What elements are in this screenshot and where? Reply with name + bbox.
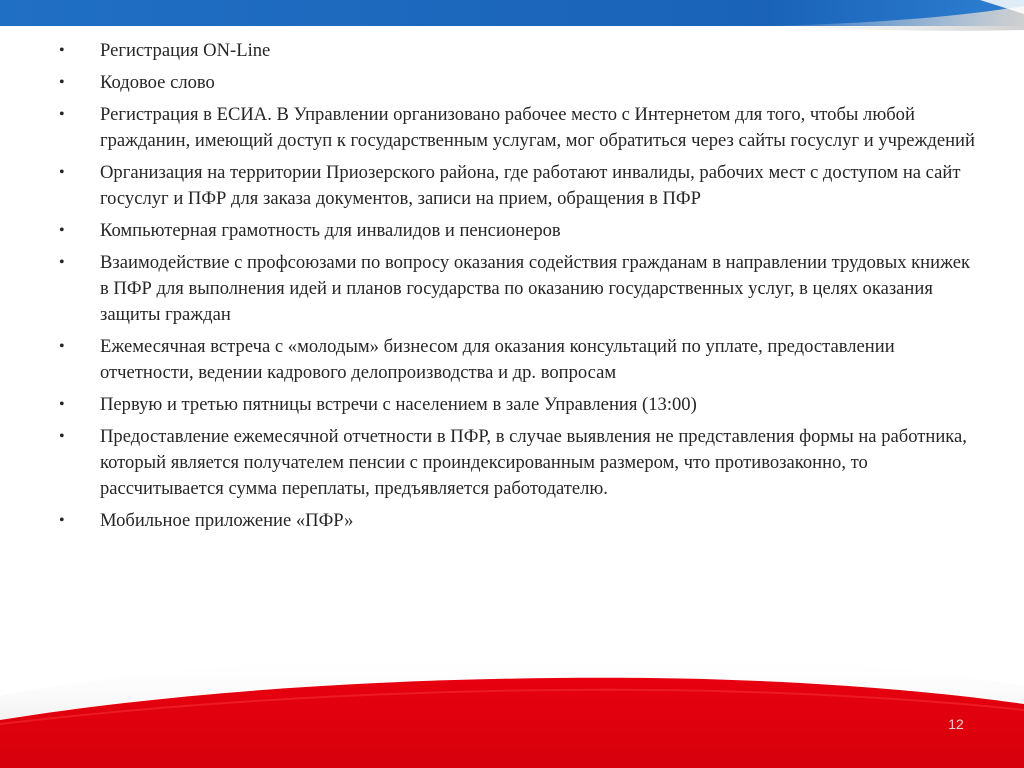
list-item [58, 102, 978, 154]
bullet-text: Компьютерная грамотность для инвалидов и пенсионеров [100, 220, 561, 241]
bullet-text: Регистрация в ЕСИА. В Управлении организовано рабочее место с Интернетом для того, чтобы любой гражданин, имеющий доступ к государственным услугам, мог обратиться через сайты госуслуг и учреждений [100, 104, 975, 151]
bullet-icon: • [59, 42, 65, 59]
bullet-icon: • [59, 396, 65, 413]
bullet-icon: • [59, 338, 65, 355]
bullet-icon: • [59, 428, 65, 445]
list-item [58, 334, 978, 386]
bullet-icon: • [59, 512, 65, 529]
list-item [58, 424, 978, 502]
bullet-list [58, 38, 978, 540]
list-item [58, 392, 978, 418]
bullet-text: Мобильное приложение «ПФР» [100, 510, 354, 531]
list-item [58, 508, 978, 534]
bullet-icon: • [59, 254, 65, 271]
bullet-text: Организация на территории Приозерского района, где работают инвалиды, рабочих мест с доступом на сайт госуслуг и ПФР для заказа документов, записи на прием, обращения в ПФР [100, 162, 961, 209]
list-item [58, 250, 978, 328]
bottom-decorative-band [0, 640, 1024, 768]
bullet-icon: • [59, 74, 65, 91]
page-number: 12 [948, 716, 964, 732]
list-item [58, 218, 978, 244]
bullet-icon: • [59, 222, 65, 239]
bullet-text: Предоставление ежемесячной отчетности в ПФР, в случае выявления не представления формы на работника, который является получателем пенсии с проиндексированным размером, что противозаконно, то рассчитывается сумма переплаты, предъявляется работодателю. [100, 426, 967, 499]
list-item [58, 160, 978, 212]
bullet-text: Первую и третью пятницы встречи с населением в зале Управления (13:00) [100, 394, 697, 415]
bullet-icon: • [59, 106, 65, 123]
bullet-text: Регистрация ON-Line [100, 40, 271, 61]
bullet-text: Ежемесячная встреча с «молодым» бизнесом для оказания консультаций по уплате, предоставлении отчетности, ведении кадрового делопроизводства и др. вопросам [100, 336, 895, 383]
list-item [58, 38, 978, 64]
bullet-text: Взаимодействие с профсоюзами по вопросу оказания содействия гражданам в направлении трудовых книжек в ПФР для выполнения идей и планов государства по оказанию государственных услуг, в целях оказания защиты граждан [100, 252, 970, 325]
list-item [58, 70, 978, 96]
bullet-icon: • [59, 164, 65, 181]
top-decorative-band [0, 0, 1024, 36]
bullet-text: Кодовое слово [100, 72, 215, 93]
